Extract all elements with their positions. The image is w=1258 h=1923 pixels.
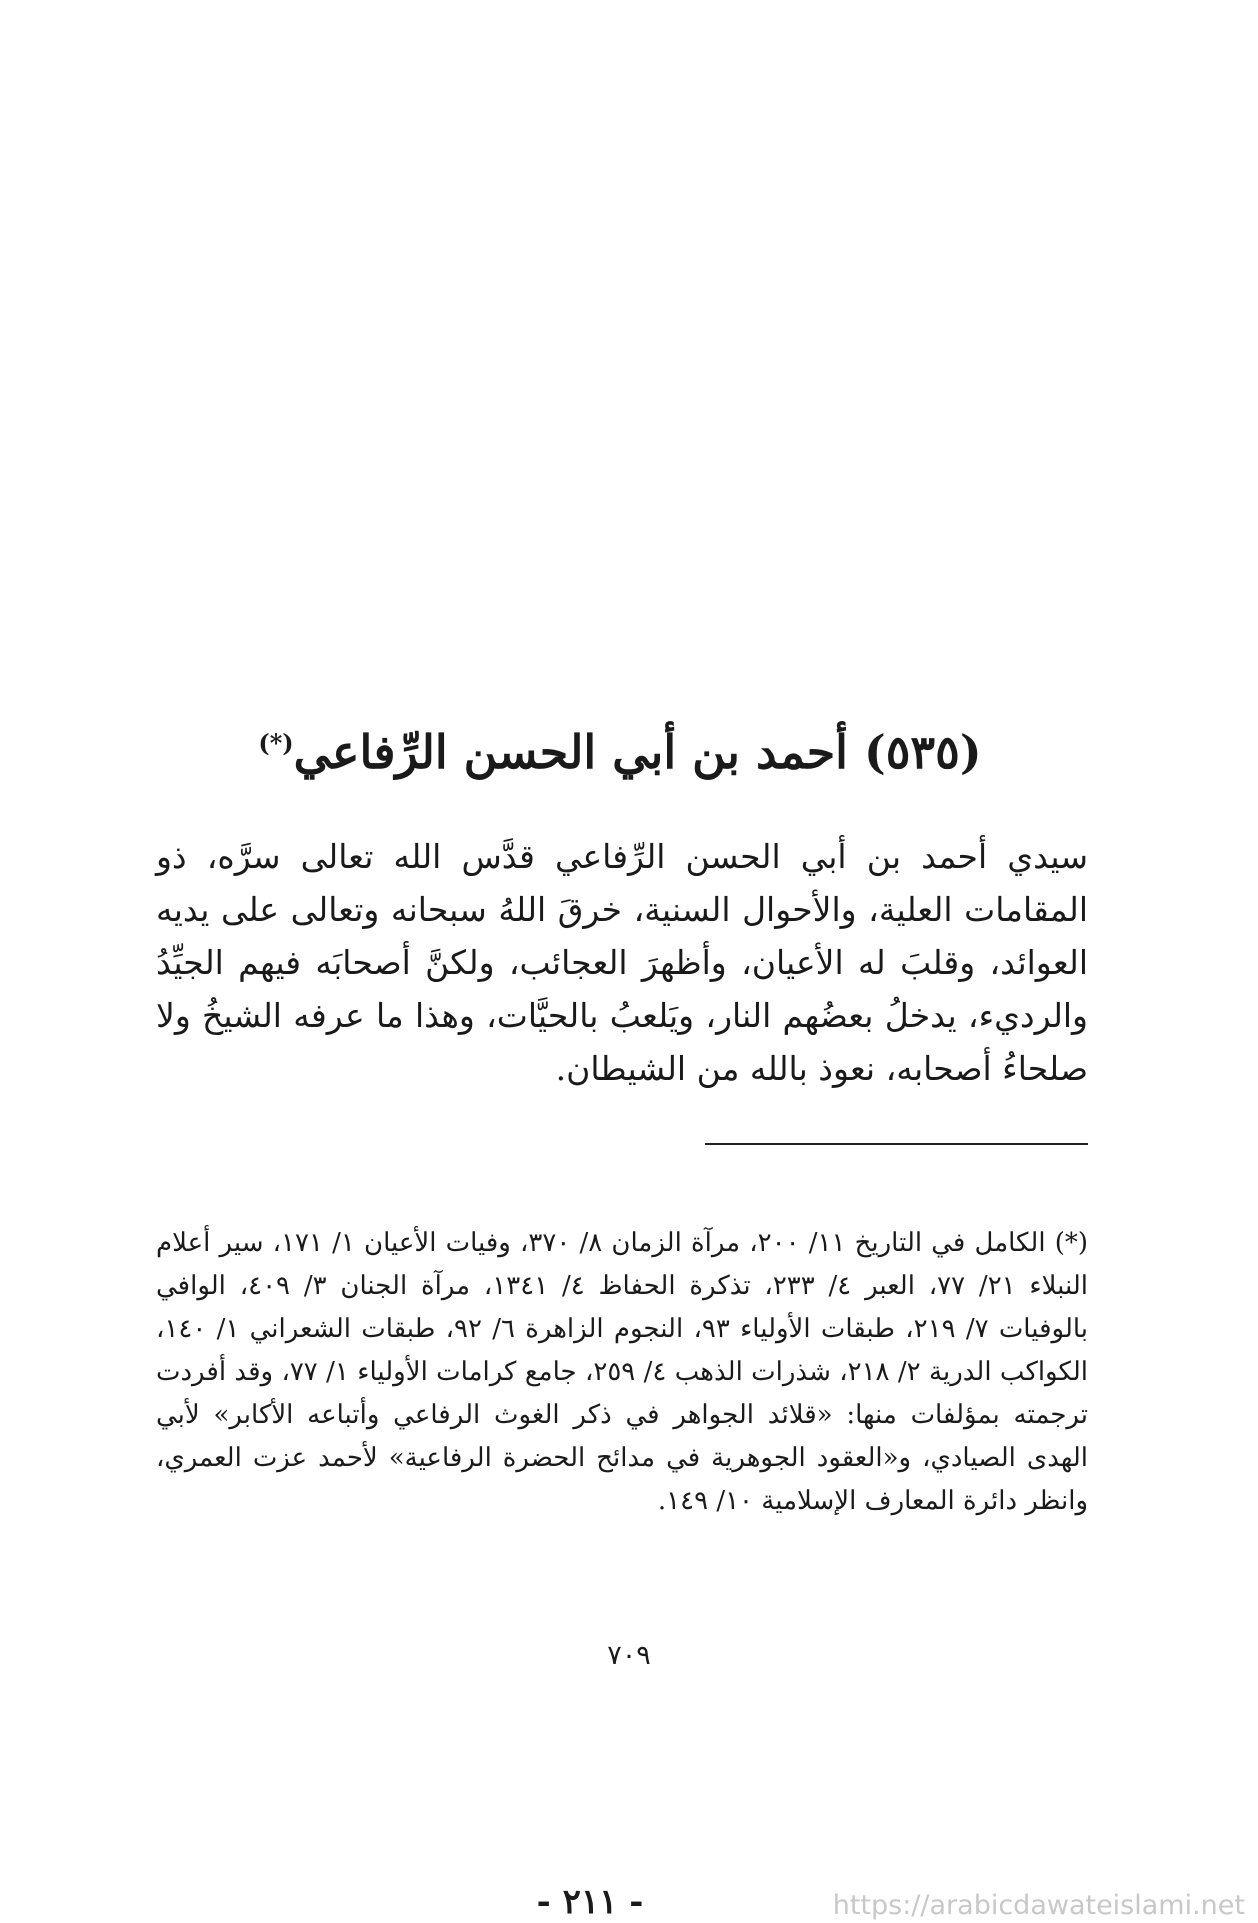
- footnote-text: (*) الكامل في التاريخ ١١/ ٢٠٠، مرآة الزمان ٨/ ٣٧٠، وفيات الأعيان ١/ ١٧١، سير أعلام النبلاء ٢١/ ٧٧، العبر ٤/ ٢٣٣، تذكرة الحفاظ ٤/ ١٣٤١، مرآة الجنان ٣/ ٤٠٩، الوافي بالوفيات ٧/ ٢١٩، طبقات الأولياء ٩٣، النجوم الزاهرة ٦/ ٩٢، طبقات الشعراني ١/ ١٤٠، الكواكب الدرية ٢/ ٢١٨، شذرات الذهب ٤/ ٢٥٩، جامع كرامات الأولياء ١/ ٧٧، وقد أفردت ترجمته بمؤلفات منها: «قلائد الجواهر في ذكر الغوث الرفاعي وأتباعه الأكابر» لأبي الهدى الصيادي، و«العقود الجوهرية في مدائح الحضرة الرفاعية» لأحمد عزت العمري، وانظر دائرة المعارف الإسلامية ١٠/ ١٤٩.: [156, 1228, 1089, 1516]
- footnote-separator: [705, 1143, 1088, 1145]
- watermark-url: https://arabicdawateislami.net: [832, 1890, 1245, 1921]
- entry-paragraph: سيدي أحمد بن أبي الحسن الرِّفاعي قدَّس الله تعالى سرَّه، ذو المقامات العلية، والأحوال السنية، خرقَ اللهُ سبحانه وتعالى على يديه العوائد، وقلبَ له الأعيان، وأظهرَ العجائب، ولكنَّ أصحابَه فيهم الجيِّدُ والرديء، يدخلُ بعضُهم النار، ويَلعبُ بالحيَّات، وهذا ما عرفه الشيخُ ولا صلحاءُ أصحابه، نعوذ بالله من الشيطان.: [156, 837, 1088, 1088]
- footnote-marker: (*): [258, 728, 294, 758]
- entry-title: (٥٣٥) أحمد بن أبي الحسن الرِّفاعي: [293, 725, 982, 779]
- original-page-number: ٧٠٩: [607, 1640, 651, 1671]
- book-page-number: - ٢١١ -: [536, 1882, 644, 1922]
- entry-heading: [150, 725, 1090, 780]
- entry-body: [156, 830, 1088, 1095]
- footnote-block: [156, 1222, 1088, 1523]
